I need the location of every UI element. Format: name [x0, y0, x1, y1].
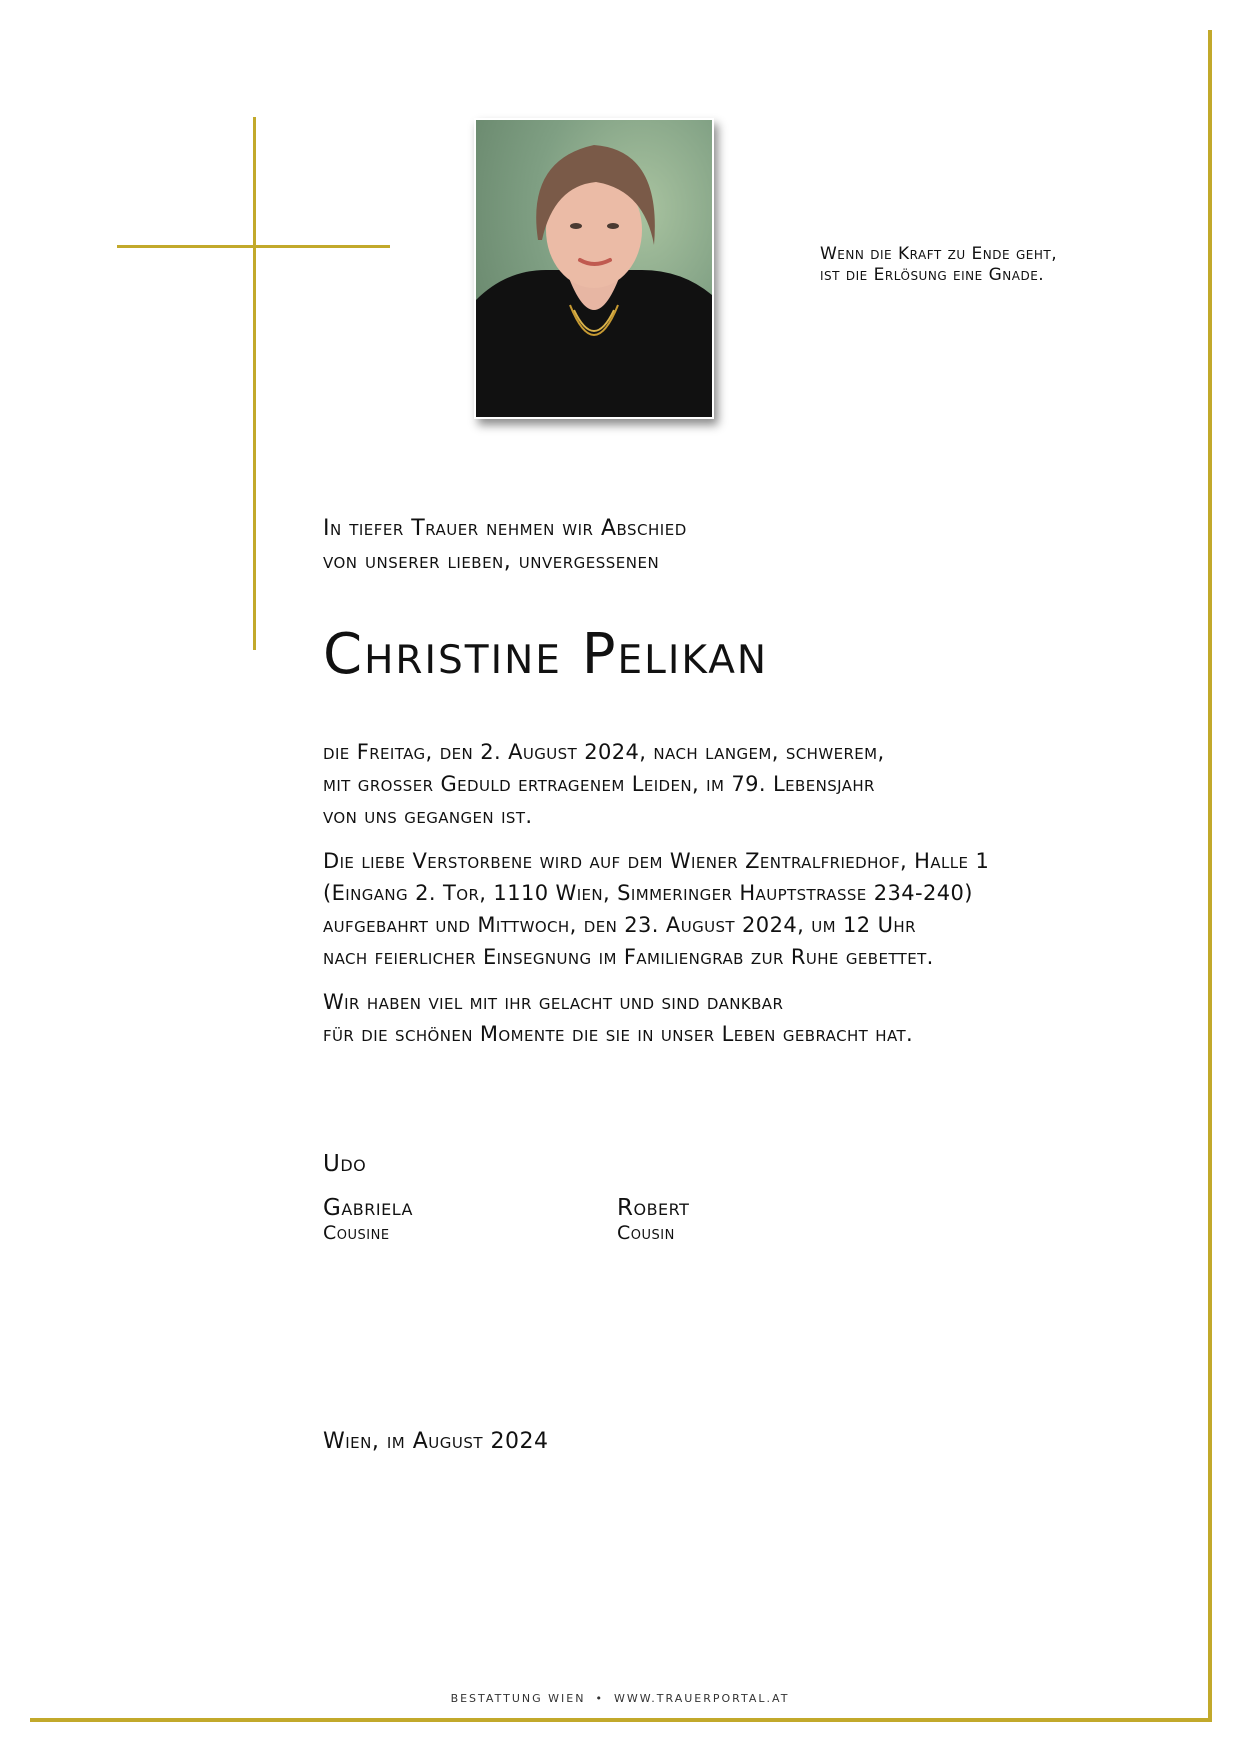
mourner-relation: Cousine	[323, 1222, 390, 1244]
portrait-illustration	[476, 120, 712, 417]
notice-line: mit grosser Geduld ertragenem Leiden, im 79. Lebensjahr	[323, 772, 875, 796]
mourner-robert	[617, 1194, 689, 1244]
frame-right-border	[1208, 30, 1212, 1722]
cross-horizontal-bar	[117, 245, 390, 248]
motto-quote	[820, 244, 1057, 286]
notice-line: die Freitag, den 2. August 2024, nach langem, schwerem,	[323, 740, 885, 764]
notice-line: (Eingang 2. Tor, 1110 Wien, Simmeringer Hauptstrasse 234-240)	[323, 881, 973, 905]
motto-line: Wenn die Kraft zu Ende geht,	[820, 244, 1058, 264]
deceased-name: Christine Pelikan	[323, 622, 769, 687]
footer	[0, 1692, 1240, 1705]
notice-paragraph	[323, 736, 989, 832]
notice-line: von uns gegangen ist.	[323, 804, 533, 828]
footer-separator: •	[595, 1692, 604, 1705]
mourner-name: Robert	[617, 1195, 690, 1221]
notice-line: Die liebe Verstorbene wird auf dem Wiener Zentralfriedhof, Halle 1	[323, 849, 990, 873]
intro-text	[323, 512, 687, 578]
mourner-udo	[323, 1150, 366, 1178]
notice-line: aufgebahrt und Mittwoch, den 23. August 2024, um 12 Uhr	[323, 913, 916, 937]
cross-vertical-bar	[253, 117, 256, 650]
intro-line: In tiefer Trauer nehmen wir Abschied	[323, 516, 687, 541]
footer-company: BESTATTUNG WIEN	[450, 1692, 586, 1705]
notice-paragraph	[323, 845, 989, 973]
portrait-photo	[474, 118, 714, 419]
notice-paragraph	[323, 986, 989, 1050]
intro-line: von unserer lieben, unvergessenen	[323, 549, 660, 574]
frame-bottom-border	[30, 1718, 1212, 1722]
place-date: Wien, im August 2024	[323, 1429, 549, 1454]
notice-line: Wir haben viel mit ihr gelacht und sind dankbar	[323, 990, 784, 1014]
notice-line: nach feierlicher Einsegnung im Familiengrab zur Ruhe gebettet.	[323, 945, 934, 969]
notice-line: für die schönen Momente die sie in unser Leben gebracht hat.	[323, 1022, 914, 1046]
notice-body	[323, 736, 989, 1063]
footer-website-link[interactable]: WWW.TRAUERPORTAL.AT	[613, 1692, 790, 1705]
mourner-name: Udo	[323, 1151, 367, 1177]
motto-line: ist die Erlösung eine Gnade.	[820, 265, 1045, 285]
mourner-gabriela	[323, 1194, 413, 1244]
mourner-relation: Cousin	[617, 1222, 675, 1244]
mourner-name: Gabriela	[323, 1195, 413, 1221]
